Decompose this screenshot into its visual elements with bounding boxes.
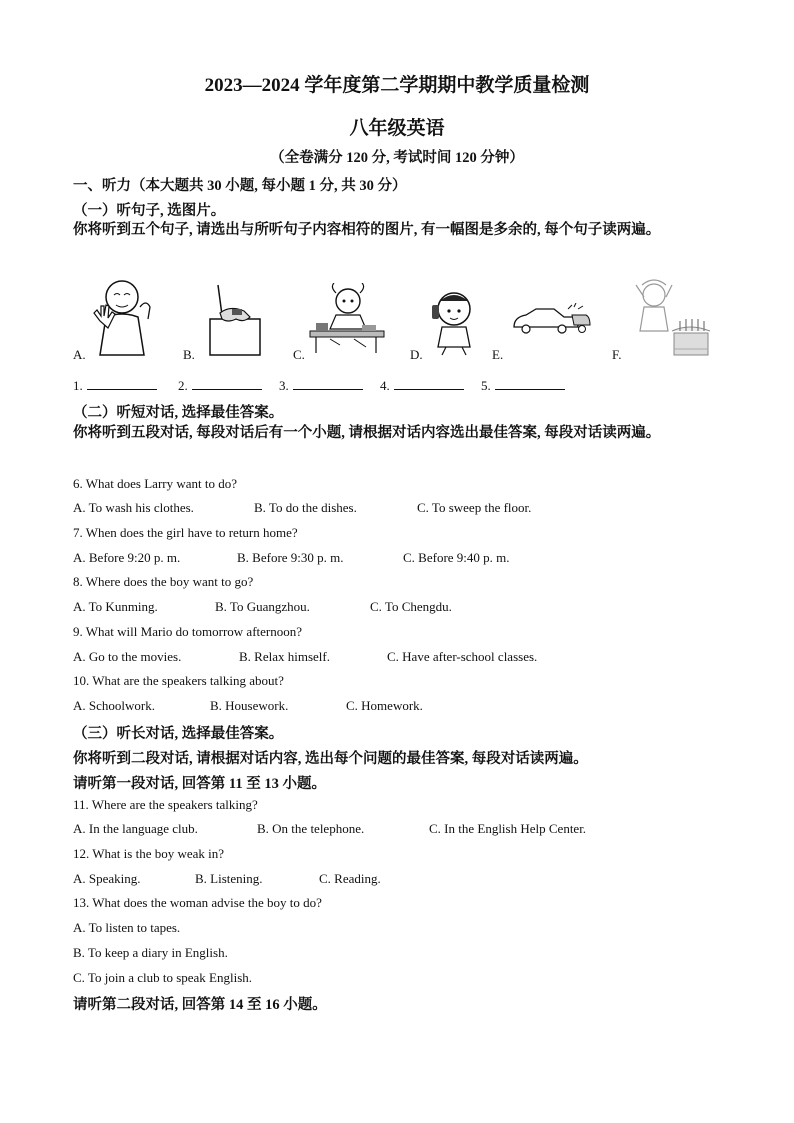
- question-11: 11. Where are the speakers talking?: [73, 797, 258, 812]
- q8-option-c[interactable]: C. To Chengdu.: [370, 599, 452, 614]
- q12-option-b[interactable]: B. Listening.: [195, 871, 263, 886]
- q11-option-c[interactable]: C. In the English Help Center.: [429, 821, 587, 836]
- answer-blank-2[interactable]: 2.: [178, 377, 262, 394]
- q11-option-b[interactable]: B. On the telephone.: [257, 821, 365, 836]
- birthday-cake-icon: [630, 275, 710, 361]
- girl-at-desk-icon: [306, 283, 386, 355]
- girl-on-phone-icon: [426, 289, 482, 357]
- q13-option-a[interactable]: A. To listen to tapes.: [73, 920, 181, 935]
- answer-blank-3[interactable]: 3.: [279, 377, 363, 394]
- q13-option-c[interactable]: C. To join a club to speak English.: [73, 970, 253, 985]
- picture-label-c: C.: [293, 347, 305, 362]
- q7-option-b[interactable]: B. Before 9:30 p. m.: [237, 550, 344, 565]
- q8-option-a[interactable]: A. To Kunming.: [73, 599, 158, 614]
- question-6: 6. What does Larry want to do?: [73, 476, 238, 491]
- q6-option-b[interactable]: B. To do the dishes.: [254, 500, 357, 515]
- picture-label-d: D.: [410, 347, 423, 362]
- part1-heading: （一）听句子, 选图片。: [73, 203, 226, 219]
- hand-on-box-icon: [204, 283, 272, 357]
- q10-option-b[interactable]: B. Housework.: [210, 698, 289, 713]
- q9-option-b[interactable]: B. Relax himself.: [239, 649, 330, 664]
- part3-instruction: 你将听到二段对话, 请根据对话内容, 选出每个问题的最佳答案, 每段对话读两遍。: [73, 751, 588, 767]
- q9-option-c[interactable]: C. Have after-school classes.: [387, 649, 538, 664]
- part2-instruction: 你将听到五段对话, 每段对话后有一个小题, 请根据对话内容选出最佳答案, 每段对话读两遍。: [73, 425, 661, 441]
- car-crash-icon: [512, 303, 592, 337]
- person-waving-icon: [88, 277, 160, 357]
- q9-option-a[interactable]: A. Go to the movies.: [73, 649, 182, 664]
- part3-heading: （三）听长对话, 选择最佳答案。: [73, 726, 284, 742]
- q13-option-b[interactable]: B. To keep a diary in English.: [73, 945, 228, 960]
- answer-blank-5[interactable]: 5.: [481, 377, 565, 394]
- q12-option-c[interactable]: C. Reading.: [319, 871, 381, 886]
- q10-option-a[interactable]: A. Schoolwork.: [73, 698, 155, 713]
- section-heading: 一、听力（本大题共 30 小题, 每小题 1 分, 共 30 分）: [73, 178, 407, 194]
- picture-label-a: A.: [73, 347, 86, 362]
- exam-note: （全卷满分 120 分, 考试时间 120 分钟）: [270, 150, 524, 166]
- exam-title: 2023—2024 学年度第二学期期中教学质量检测: [204, 75, 590, 96]
- q7-option-c[interactable]: C. Before 9:40 p. m.: [403, 550, 510, 565]
- answer-blank-1[interactable]: 1.: [73, 377, 157, 394]
- question-12: 12. What is the boy weak in?: [73, 846, 225, 861]
- exam-subject: 八年级英语: [349, 118, 445, 139]
- question-7: 7. When does the girl have to return home?: [73, 525, 298, 540]
- question-8: 8. Where does the boy want to go?: [73, 574, 254, 589]
- part1-instruction: 你将听到五个句子, 请选出与所听句子内容相符的图片, 有一幅图是多余的, 每个句子读两遍。: [73, 222, 661, 238]
- question-13: 13. What does the woman advise the boy to do?: [73, 895, 322, 910]
- answer-blank-4[interactable]: 4.: [380, 377, 464, 394]
- picture-label-e: E.: [492, 347, 504, 362]
- q8-option-b[interactable]: B. To Guangzhou.: [215, 599, 310, 614]
- q11-option-a[interactable]: A. In the language club.: [73, 821, 198, 836]
- picture-label-f: F.: [612, 347, 622, 362]
- picture-label-b: B.: [183, 347, 195, 362]
- part2-heading: （二）听短对话, 选择最佳答案。: [73, 405, 284, 421]
- q10-option-c[interactable]: C. Homework.: [346, 698, 423, 713]
- dialog1-instruction: 请听第一段对话, 回答第 11 至 13 小题。: [73, 776, 326, 792]
- q12-option-a[interactable]: A. Speaking.: [73, 871, 141, 886]
- q6-option-c[interactable]: C. To sweep the floor.: [417, 500, 532, 515]
- dialog2-instruction: 请听第二段对话, 回答第 14 至 16 小题。: [73, 997, 327, 1013]
- question-9: 9. What will Mario do tomorrow afternoon?: [73, 624, 303, 639]
- q6-option-a[interactable]: A. To wash his clothes.: [73, 500, 194, 515]
- q7-option-a[interactable]: A. Before 9:20 p. m.: [73, 550, 181, 565]
- question-10: 10. What are the speakers talking about?: [73, 673, 284, 688]
